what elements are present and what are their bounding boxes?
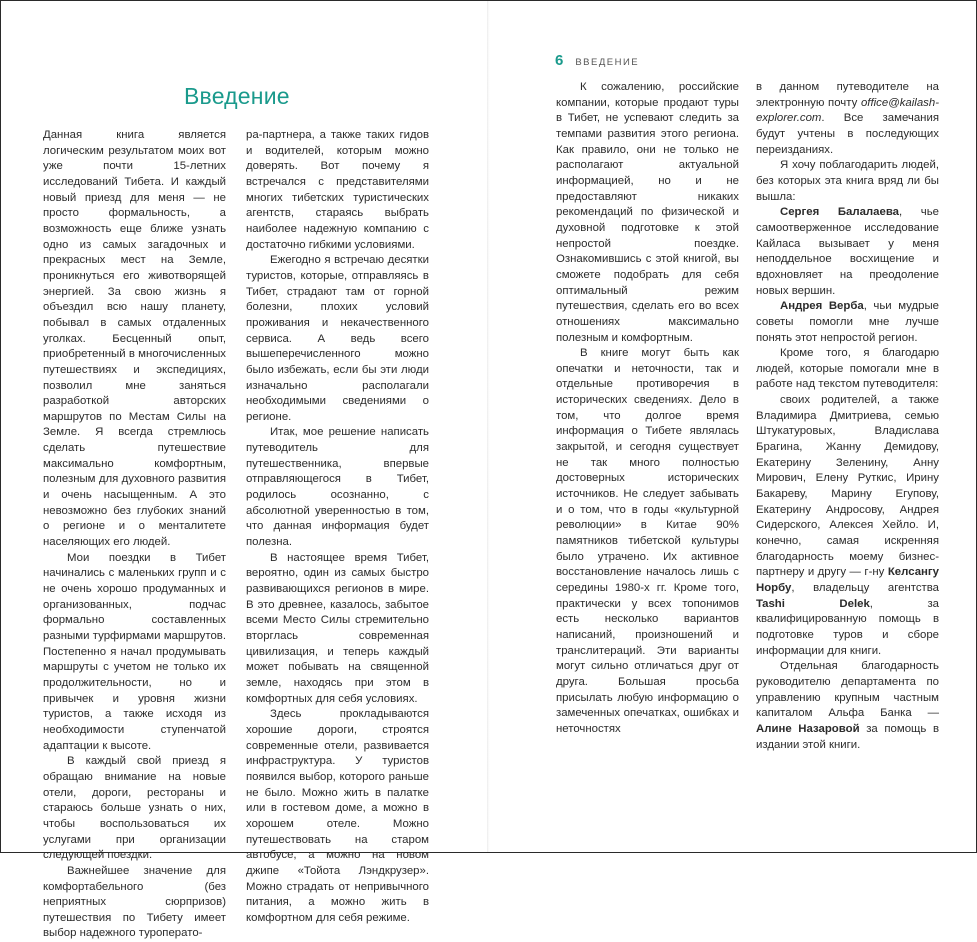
paragraph: ра-партнера, а также таких гидов и водителей, которым можно доверять. Вот почему я встречался с представителями многих тибетских туристических агентств, стараясь выбрать наиболее надежную компанию с достаточно гибкими условиями.	[246, 129, 429, 251]
paragraph: в данном путеводителе на электронную почту office@kailash-explorer.com. Все замечания будут учтены в последующих переизданиях.	[756, 81, 939, 156]
paragraph: В каждый свой приезд я обращаю внимание на новые отели, дороги, рестораны и стараюсь больше узнать о них, чтобы воспользоваться их услугами при организации следующей поездки.	[43, 755, 226, 862]
paragraph: Ежегодно я встречаю десятки туристов, которые, отправляясь в Тибет, страдают там от горной болезни, плохих условий проживания и некачественного сервиса. А ведь всего вышеперечисленного можно было избежать, если бы эти люди изначально располагали необходимыми сведениями о регионе.	[246, 254, 429, 423]
chapter-title: Введение	[184, 83, 290, 109]
paragraph: В книге могут быть как опечатки и неточности, так и отдельные противоречия в исторических сведениях. Дело в том, что долгое время информация о Тибете являлась закрытой, и сегодня существует не так много полностью достоверных исторических источников. Не следует забывать и о том, что в годы «культурной революции» в Китае 90% памятников тибетской культуры было утрачено. Их активное восстановление началось лишь с середины 1980-х гг. Кроме того, практически у всех топонимов есть несколько вариантов написаний, произношений и транслитераций. Эти варианты могут сильно отличаться друг от друга. Большая просьба присылать любую информацию о замеченных опечатках, ошибках и неточностях	[556, 347, 739, 735]
page-header	[555, 52, 639, 69]
page-gutter	[487, 1, 490, 852]
paragraph: В настоящее время Тибет, вероятно, один из самых быстро развивающихся регионов в мире. В это древнее, казалось, забытое всеми Место Силы стремительно вторглась современная цивилизация, и теперь каждый может побывать на священной земле, находясь при этом в комфортных для себя условиях.	[246, 551, 429, 705]
paragraph: Итак, мое решение написать путеводитель для путешественника, впервые отправляющегося в Тибет, родилось осознанно, с абсолютной уверенностью в том, что данная информация будет полезна.	[246, 426, 429, 549]
right-page-column-1	[556, 80, 739, 738]
agency-name: Tashi Delek	[756, 597, 870, 610]
left-page-column-1	[43, 128, 226, 942]
email-link[interactable]: office@kailash-explorer.com	[756, 96, 939, 125]
page-number: 6	[555, 52, 564, 69]
person-name: Алине Назаровой	[756, 722, 860, 735]
paragraph: Данная книга является логическим результатом моих вот уже почти 15-летних исследований Тибета. И каждый новый приезд для меня — не просто формальность, а возможность еще ближе узнать одно из самых загадочных и прекрасных мест на Земле, проникнуться его животворящей энергией. За свою жизнь я объездил всю нашу планету, побывал в самых отдаленных уголках. Бесценный опыт, приобретенный в многочисленных путешествиях и экспедициях, позволил мне заняться разработкой авторских маршрутов по Местам Силы на Земле. Я всегда стремлюсь сделать путешествие максимально комфортным, полезным для духовного развития и очень насыщенным. А это невозможно без глубоких знаний о регионе и о менталитете населяющих его людей.	[43, 129, 226, 549]
paragraph: Мои поездки в Тибет начинались с маленьких групп и с не очень хорошо продуманных и организованных, подчас формально составленных разными турфирмами маршрутов. Постепенно я начал продумывать маршруты с учетом не только их продолжительности, но и привычек и уровня жизни туристов, а также исходя из необходимости ступенчатой адаптации к высоте.	[43, 551, 226, 752]
paragraph: Кроме того, я благодарю людей, которые помогали мне в работе над текстом путеводителя:	[756, 347, 939, 391]
paragraph: К сожалению, российские компании, которые продают туры в Тибет, не успевают следить за темпами развития этого региона. Как правило, они не только не располагают актуальной информацией, но и не предоставляют никаких рекомендаций по физической и духовной подготовке к этой непростой поездке. Ознакомившись с этой книгой, вы сможете подобрать для себя оптимальный режим путешествия, сделать его во всех отношениях максимально полезным и комфортным.	[556, 81, 739, 344]
paragraph: Отдельная благодарность руководителю департамента по управлению крупным частным капиталом Альфа Банка — Алине Назаровой за помощь в издании этой книги.	[756, 660, 940, 751]
person-name: Сергея Балалаева	[780, 206, 900, 219]
paragraph: своих родителей, а также Владимира Дмитриева, семью Штукатуровых, Владислава Брагина, Жанну Демидову, Екатерину Зеленину, Анну Мирович, Елену Руткис, Ирину Бакареву, Марину Егупову, Екатерину Андросову, Андрея Сидерского, Алексея Хейло. И, конечно, самая искренняя благодарность моему бизнес-партнеру и другу — г-ну Келсангу Норбу, владельцу агентства Tashi Delek, за квалифицированную помощь в подготовке туров и сборе информации для книги.	[756, 394, 940, 657]
paragraph: Я хочу поблагодарить людей, без которых эта книга вряд ли бы вышла:	[756, 159, 939, 203]
left-page-column-2	[246, 128, 429, 926]
person-name: Андрея Верба	[780, 300, 864, 313]
right-page-column-2	[756, 80, 939, 753]
paragraph: Андрея Верба, чьи мудрые советы помогли мне лучше понять этот непростой регион.	[756, 300, 939, 344]
paragraph: Сергея Балалаева, чье самоотверженное исследование Кайласа вызывает у меня неподдельное восхищение и вдохновляет на преодоление новых вершин.	[756, 206, 939, 297]
person-name: Келсангу Норбу	[756, 566, 939, 594]
paragraph: Здесь прокладываются хорошие дороги, строятся современные отели, развивается инфраструктура. У туристов появился выбор, которого раньше не было. Можно жить в палатке или в гостевом доме, а можно в хорошем отеле. Можно путешествовать на старом автобусе, а можно на новом джипе «Тойота Лэндкрузер». Можно страдать от непривычного питания, а можно жить в комфортном для себя режиме.	[246, 708, 429, 924]
running-head: ВВЕДЕНИЕ	[575, 57, 640, 68]
paragraph: Важнейшее значение для комфортабельного (без неприятных сюрпризов) путешествия по Тибету имеет выбор надежного туроперато-	[43, 864, 226, 940]
